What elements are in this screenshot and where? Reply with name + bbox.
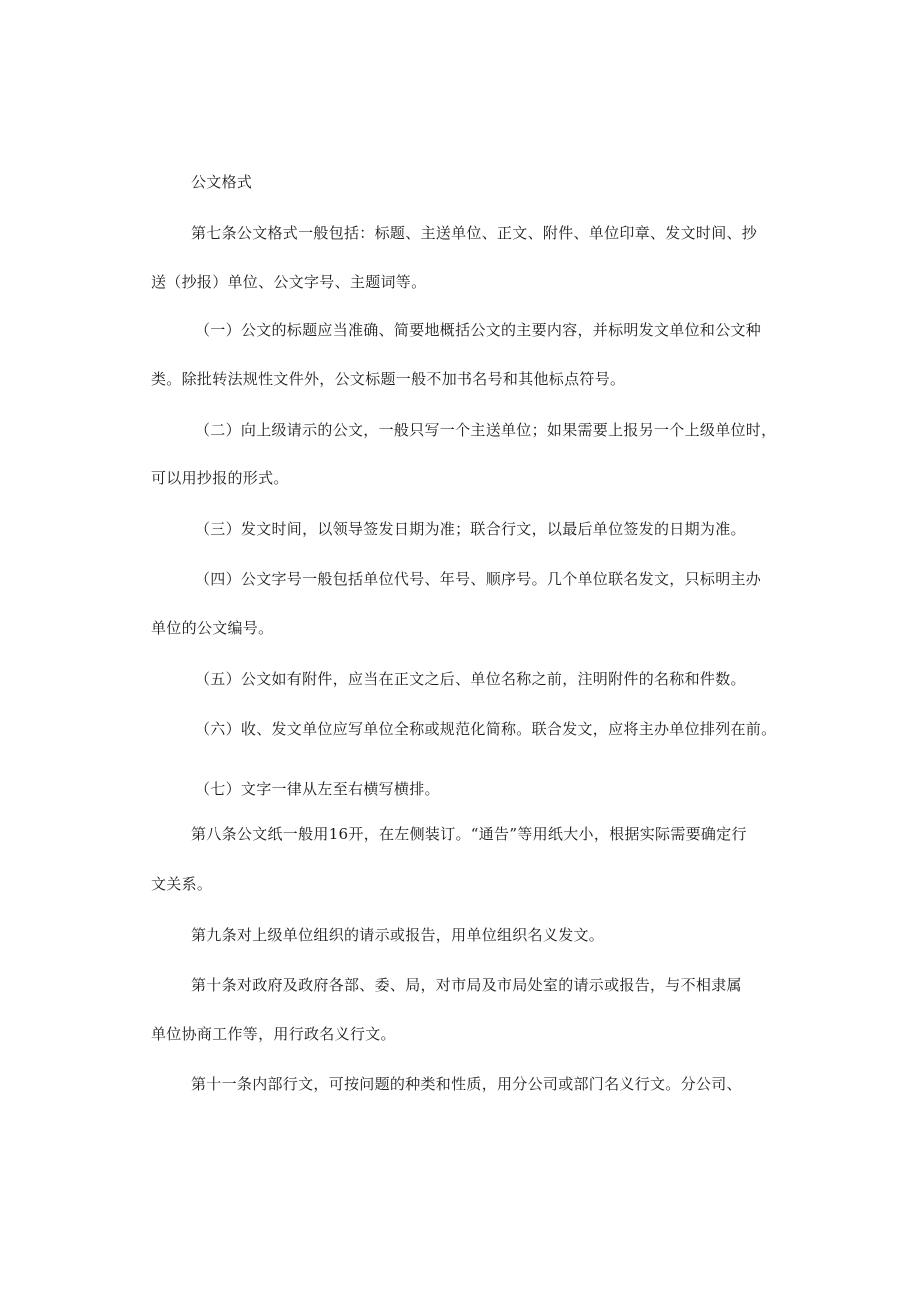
document-heading: 公文格式 — [191, 173, 253, 191]
paragraph-line: （三）发文时间，以领导签发日期为准；联合行文，以最后单位签发的日期为准。 — [195, 520, 746, 538]
paragraph-line: 第九条对上级单位组织的请示或报告，用单位组织名义发文。 — [191, 926, 605, 944]
paragraph-line: 第十一条内部行文，可按问题的种类和性质，用分公司或部门名义行文。分公司、 — [191, 1075, 742, 1093]
paragraph-line: （四）公文字号一般包括单位代号、年号、顺序号。几个单位联名发文，只标明主办 — [195, 570, 762, 588]
paragraph-line: 类。除批转法规性文件外，公文标题一般不加书名号和其他标点符号。 — [151, 370, 626, 388]
paragraph-line: 文关系。 — [151, 875, 213, 893]
paragraph-line: （六）收、发文单位应写单位全称或规范化简称。联合发文，应将主办单位排列在前。 — [195, 720, 777, 738]
paragraph-line: 单位的公文编号。 — [151, 619, 274, 637]
paragraph-line: 第七条公文格式一般包括：标题、主送单位、正文、附件、单位印章、发文时间、抄 — [191, 224, 758, 242]
paragraph-line: （二）向上级请示的公文，一般只写一个主送单位；如果需要上报另一个上级单位时， — [195, 421, 777, 439]
paragraph-line: （一）公文的标题应当准确、简要地概括公文的主要内容，并标明发文单位和公文种 — [195, 321, 762, 339]
paragraph-line: 第十条对政府及政府各部、委、局，对市局及市局处室的请示或报告，与不相隶属 — [191, 976, 742, 994]
paragraph-line: 第八条公文纸一般用16开，在左侧装订。“通告”等用纸大小，根据实际需要确定行 — [191, 825, 747, 843]
paragraph-line: 送（抄报）单位、公文字号、主题词等。 — [151, 273, 427, 291]
paragraph-line: 单位协商工作等，用行政名义行文。 — [151, 1025, 396, 1043]
paragraph-line: 可以用抄报的形式。 — [151, 469, 289, 487]
paragraph-line: （五）公文如有附件，应当在正文之后、单位名称之前，注明附件的名称和件数。 — [195, 670, 746, 688]
paragraph-line: （七）文字一律从左至右横写横排。 — [195, 780, 440, 798]
